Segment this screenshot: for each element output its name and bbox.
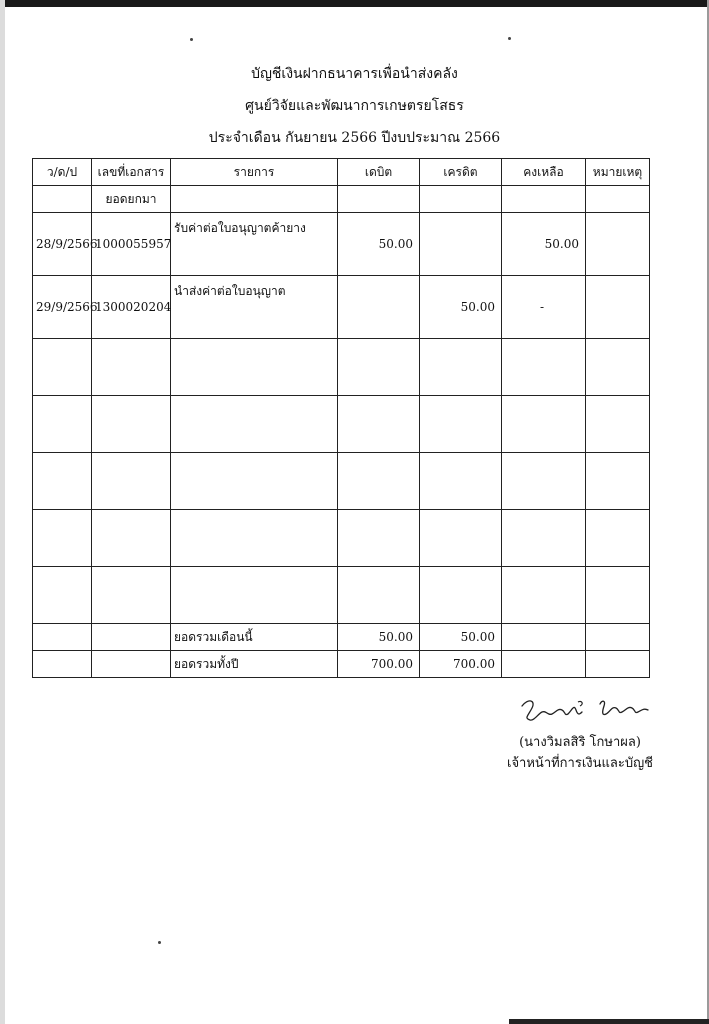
total-month-label: ยอดรวมเดือนนี้ <box>171 624 338 651</box>
doc-period: ประจำเดือน กันยายน 2566 ปีงบประมาณ 2566 <box>208 130 501 146</box>
cell-empty <box>33 510 92 567</box>
cell-empty <box>92 624 171 651</box>
cell-credit: 50.00 <box>420 276 502 339</box>
cell-credit <box>420 213 502 276</box>
col-header-desc: รายการ <box>171 159 338 186</box>
total-year-label: ยอดรวมทั้งปี <box>171 651 338 678</box>
col-header-balance: คงเหลือ <box>502 159 586 186</box>
scan-speck <box>508 37 511 40</box>
cell-empty <box>586 510 650 567</box>
cell-empty <box>33 651 92 678</box>
table-row-empty <box>33 510 650 567</box>
cell-empty <box>586 186 650 213</box>
cell-empty <box>502 339 586 396</box>
cell-empty <box>420 339 502 396</box>
cell-debit <box>338 276 420 339</box>
handwritten-signature <box>518 692 650 726</box>
total-year-credit: 700.00 <box>420 651 502 678</box>
cell-doc-number: 1000055957 <box>92 213 171 276</box>
cell-empty <box>171 186 338 213</box>
col-header-doc: เลขที่เอกสาร <box>92 159 171 186</box>
header-row <box>33 159 650 186</box>
cell-empty <box>586 624 650 651</box>
cell-description: รับค่าต่อใบอนุญาตค้ายาง <box>171 213 338 276</box>
signer-position: เจ้าหน้าที่การเงินและบัญชี <box>507 756 653 771</box>
cell-empty <box>92 567 171 624</box>
col-header-date: ว/ด/ป <box>33 159 92 186</box>
cell-empty <box>171 396 338 453</box>
opening-label: ยอดยกมา <box>92 186 171 213</box>
cell-empty <box>33 186 92 213</box>
table-row <box>33 213 650 276</box>
cell-empty <box>502 453 586 510</box>
table-row-empty <box>33 396 650 453</box>
cell-empty <box>33 339 92 396</box>
table-row-empty <box>33 567 650 624</box>
cell-empty <box>33 453 92 510</box>
cell-empty <box>33 567 92 624</box>
scan-edge-left <box>0 0 5 1024</box>
cell-empty <box>586 453 650 510</box>
cell-empty <box>420 567 502 624</box>
cell-empty <box>586 396 650 453</box>
cell-empty <box>502 651 586 678</box>
cell-empty <box>92 510 171 567</box>
total-year-debit: 700.00 <box>338 651 420 678</box>
cell-empty <box>92 651 171 678</box>
cell-empty <box>420 510 502 567</box>
col-header-credit: เครดิต <box>420 159 502 186</box>
cell-empty <box>338 396 420 453</box>
cell-empty <box>586 567 650 624</box>
total-month-debit: 50.00 <box>338 624 420 651</box>
signer-name: (นางวิมลสิริ โกษาผล) <box>519 735 641 750</box>
scan-edge-top <box>0 0 709 7</box>
col-header-note: หมายเหตุ <box>586 159 650 186</box>
cell-empty <box>502 396 586 453</box>
cell-empty <box>171 339 338 396</box>
cell-empty <box>420 186 502 213</box>
cell-empty <box>338 186 420 213</box>
cell-note <box>586 276 650 339</box>
scan-speck <box>158 941 161 944</box>
cell-note <box>586 213 650 276</box>
table-row-empty <box>33 453 650 510</box>
cell-date: 29/9/2566 <box>33 276 92 339</box>
table-row <box>33 276 650 339</box>
cell-empty <box>502 567 586 624</box>
cell-balance: 50.00 <box>502 213 586 276</box>
doc-subtitle: ศูนย์วิจัยและพัฒนาการเกษตรยโสธร <box>245 98 464 114</box>
cell-empty <box>502 186 586 213</box>
table-row-empty <box>33 339 650 396</box>
cell-empty <box>586 339 650 396</box>
cell-empty <box>502 624 586 651</box>
doc-title: บัญชีเงินฝากธนาคารเพื่อนำส่งคลัง <box>251 66 458 82</box>
scan-edge-bottom <box>509 1019 709 1024</box>
cell-empty <box>33 396 92 453</box>
col-header-debit: เดบิต <box>338 159 420 186</box>
ledger-table <box>32 158 650 678</box>
total-year-row <box>33 651 650 678</box>
cell-empty <box>92 339 171 396</box>
cell-empty <box>586 651 650 678</box>
cell-empty <box>92 396 171 453</box>
cell-doc-number: 1300020204 <box>92 276 171 339</box>
total-month-row <box>33 624 650 651</box>
cell-empty <box>338 453 420 510</box>
cell-empty <box>420 453 502 510</box>
cell-empty <box>171 510 338 567</box>
cell-empty <box>171 567 338 624</box>
cell-description: นำส่งค่าต่อใบอนุญาต <box>171 276 338 339</box>
total-month-credit: 50.00 <box>420 624 502 651</box>
cell-empty <box>420 396 502 453</box>
cell-balance: - <box>502 276 586 339</box>
cell-empty <box>33 624 92 651</box>
cell-empty <box>338 567 420 624</box>
cell-debit: 50.00 <box>338 213 420 276</box>
cell-empty <box>171 453 338 510</box>
opening-balance-row <box>33 186 650 213</box>
cell-date: 28/9/2566 <box>33 213 92 276</box>
cell-empty <box>338 339 420 396</box>
cell-empty <box>502 510 586 567</box>
cell-empty <box>92 453 171 510</box>
cell-empty <box>338 510 420 567</box>
scan-speck <box>190 38 193 41</box>
